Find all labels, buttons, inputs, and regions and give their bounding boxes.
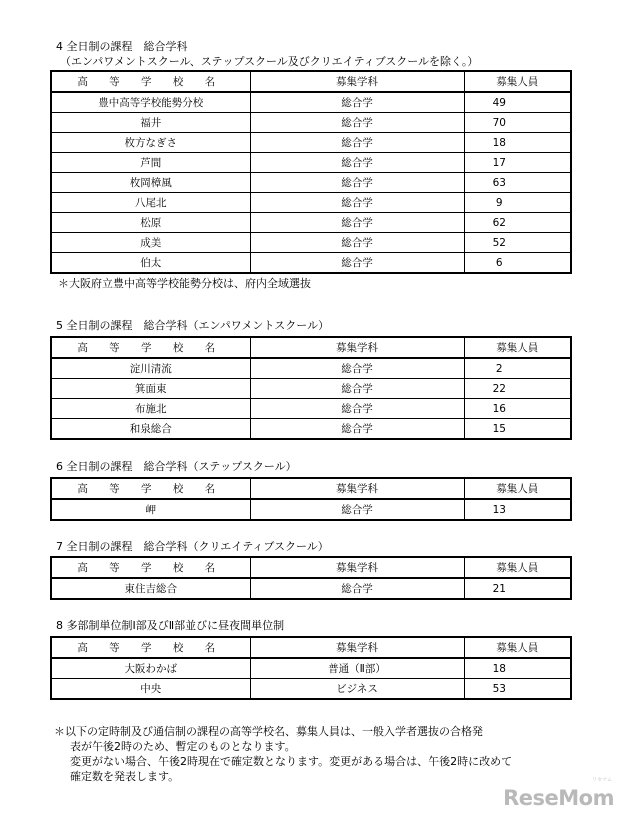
note-line: 表が午後2時のため、暫定のものとなります。 [70,740,296,753]
note-line: 変更がない場合、午後2時現在で確定数となります。変更がある場合は、午後2時に改めて [70,755,513,768]
school-name: 伯太 [51,253,250,274]
capacity-value: 16 [464,399,571,419]
dept-name: 総合学 [250,253,464,274]
table-row [51,679,571,700]
school-name: 和泉総合 [51,419,250,440]
capacity-value: 17 [464,153,571,173]
header-capacity: 募集人員 [464,337,571,358]
table-row [51,113,571,133]
dept-name: 総合学 [250,113,464,133]
header-dept: 募集学科 [250,71,464,92]
dept-name: 総合学 [250,92,464,113]
school-name: 松原 [51,213,250,233]
header-dept: 募集学科 [250,557,464,578]
table-row [51,153,571,173]
capacity-value: 13 [464,499,571,520]
header-dept: 募集学科 [250,337,464,358]
capacity-value: 49 [464,92,571,113]
school-name: 福井 [51,113,250,133]
school-name: 八尾北 [51,193,250,213]
section-6-title: 6 全日制の課程 総合学科（ステップスクール） [56,460,297,473]
table-row [51,173,571,193]
header-school: 高 等 学 校 名 [51,557,250,578]
capacity-value: 18 [464,133,571,153]
dept-name: 総合学 [250,399,464,419]
school-name: 箕面東 [51,379,250,399]
capacity-value: 22 [464,379,571,399]
dept-name: 総合学 [250,193,464,213]
header-school: 高 等 学 校 名 [51,71,250,92]
dept-name: ビジネス [250,679,464,700]
table-header-row [51,637,571,658]
school-name: 布施北 [51,399,250,419]
header-dept: 募集学科 [250,637,464,658]
capacity-value: 18 [464,658,571,679]
table-header-row [51,71,571,92]
table-header-row [51,337,571,358]
dept-name: 総合学 [250,233,464,253]
dept-name: 総合学 [250,153,464,173]
section-4-footnote: ＊大阪府立豊中高等学校能勢分校は、府内全域選抜 [58,277,311,290]
capacity-value: 53 [464,679,571,700]
table-row [51,379,571,399]
table-row [51,499,571,520]
section-5-title: 5 全日制の課程 総合学科（エンパワメントスクール） [56,319,330,332]
capacity-value: 15 [464,419,571,440]
table-header-row [51,557,571,578]
table-row [51,193,571,213]
capacity-value: 21 [464,578,571,599]
dept-name: 総合学 [250,358,464,379]
capacity-value: 62 [464,213,571,233]
dept-name: 普通（Ⅱ部） [250,658,464,679]
header-school: 高 等 学 校 名 [51,337,250,358]
school-name: 枚岡樟風 [51,173,250,193]
header-capacity: 募集人員 [464,478,571,499]
school-name: 岬 [51,499,250,520]
table-row [51,213,571,233]
section-6-table [50,477,572,521]
section-4-title: 4 全日制の課程 総合学科 [56,40,188,53]
table-header-row [51,478,571,499]
header-school: 高 等 学 校 名 [51,637,250,658]
capacity-value: 6 [464,253,571,274]
section-8-table [50,636,572,700]
table-row [51,358,571,379]
header-capacity: 募集人員 [464,71,571,92]
table-row [51,92,571,113]
section-5-table [50,336,572,440]
school-name: 豊中高等学校能勢分校 [51,92,250,113]
school-name: 大阪わかば [51,658,250,679]
header-capacity: 募集人員 [464,557,571,578]
capacity-value: 9 [464,193,571,213]
section-8-title: 8 多部制単位制Ⅰ部及びⅡ部並びに昼夜間単位制 [56,619,285,632]
dept-name: 総合学 [250,379,464,399]
note-line: ＊以下の定時制及び通信制の課程の高等学校名、募集人員は、一般入学者選抜の合格発 [54,725,483,738]
section-4-subtitle: （エンパワメントスクール、ステップスクール及びクリエイティブスクールを除く。） [60,55,479,68]
table-row [51,133,571,153]
dept-name: 総合学 [250,499,464,520]
dept-name: 総合学 [250,173,464,193]
school-name: 芦間 [51,153,250,173]
table-row [51,399,571,419]
capacity-value: 2 [464,358,571,379]
dept-name: 総合学 [250,419,464,440]
capacity-value: 63 [464,173,571,193]
capacity-value: 70 [464,113,571,133]
table-row [51,419,571,440]
table-row [51,578,571,599]
dept-name: 総合学 [250,133,464,153]
note-line: 確定数を発表します。 [70,770,180,783]
table-row [51,233,571,253]
capacity-value: 52 [464,233,571,253]
watermark-kana: リセマム [592,777,612,783]
table-row [51,658,571,679]
school-name: 東住吉総合 [51,578,250,599]
table-row [51,253,571,274]
school-name: 枚方なぎさ [51,133,250,153]
section-7-table [50,556,572,600]
school-name: 成美 [51,233,250,253]
school-name: 中央 [51,679,250,700]
header-dept: 募集学科 [250,478,464,499]
school-name: 淀川清流 [51,358,250,379]
section-4-table [50,70,572,274]
notes-block [54,724,512,784]
dept-name: 総合学 [250,578,464,599]
header-school: 高 等 学 校 名 [51,478,250,499]
resemom-watermark-logo: ReseMom [503,786,614,810]
section-7-title: 7 全日制の課程 総合学科（クリエイティブスクール） [56,540,329,553]
dept-name: 総合学 [250,213,464,233]
header-capacity: 募集人員 [464,637,571,658]
